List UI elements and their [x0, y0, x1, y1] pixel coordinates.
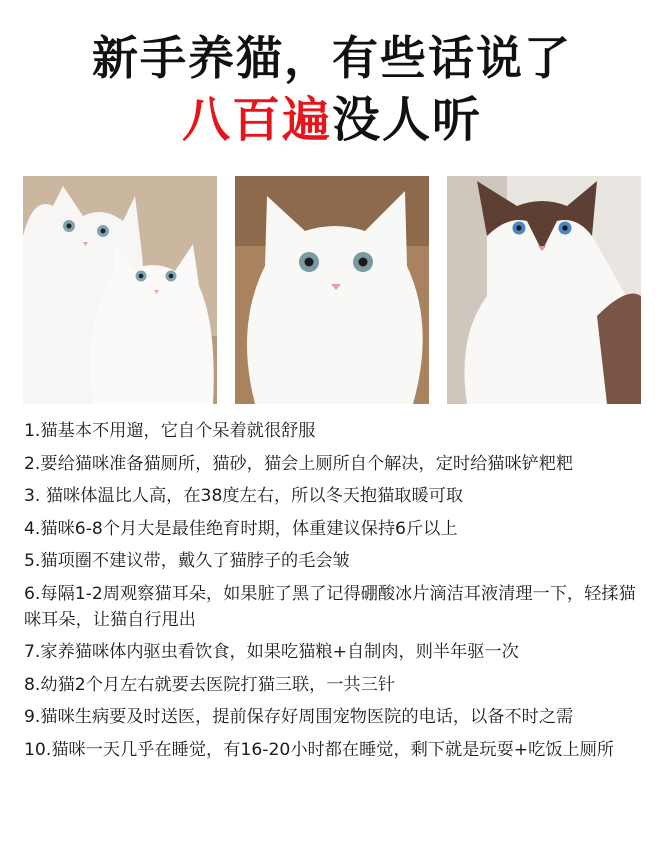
- white-longhair-cat-icon: [235, 176, 429, 404]
- tip-item-9: 9.猫咪生病要及时送医，提前保存好周围宠物医院的电话，以备不时之需: [24, 707, 574, 727]
- photo-white-longhair-cat: [235, 176, 429, 404]
- tip-item-5: 5.猫项圈不建议带，戴久了猫脖子的毛会皱: [24, 551, 350, 571]
- tip-item-3: 3. 猫咪体温比人高，在38度左右，所以冬天抱猫取暖可取: [24, 486, 464, 506]
- photo-two-white-cats: [23, 176, 217, 404]
- two-white-cats-icon: [23, 176, 217, 404]
- tip-item-2: 2.要给猫咪准备猫厕所，猫砂，猫会上厕所自个解决，定时给猫咪铲粑粑: [24, 453, 574, 474]
- page-title-line2: [0, 90, 664, 150]
- tip-item-8: 8.幼猫2个月左右就要去医院打猫三联，一共三针: [24, 674, 396, 695]
- title-highlight: 八百遍: [181, 92, 332, 148]
- page-title-line1: 新手养猫，有些话说了: [92, 31, 572, 85]
- photo-ragdoll-cat: [447, 176, 641, 404]
- tip-item-10: 10.猫咪一天几乎在睡觉，有16-20小时都在睡觉，剩下就是玩耍+吃饭上厕所: [24, 739, 615, 760]
- ragdoll-cat-icon: [447, 176, 641, 404]
- tips-list: [24, 418, 644, 769]
- tip-item-4: 4.猫咪6-8个月大是最佳绝育时期，体重建议保持6斤以上: [24, 518, 458, 539]
- tip-item-6: 6.每隔1-2周观察猫耳朵，如果脏了黑了记得硼酸冰片滴洁耳液清理一下，轻揉猫咪耳朵，让猫自行甩出: [24, 583, 636, 630]
- tip-item-7: 7.家养猫咪体内驱虫看饮食，如果吃猫粮+自制肉，则半年驱一次: [24, 642, 519, 662]
- tip-item-1: 1.猫基本不用遛，它自个呆着就很舒服: [24, 421, 316, 441]
- title-rest: 没人听: [332, 92, 483, 148]
